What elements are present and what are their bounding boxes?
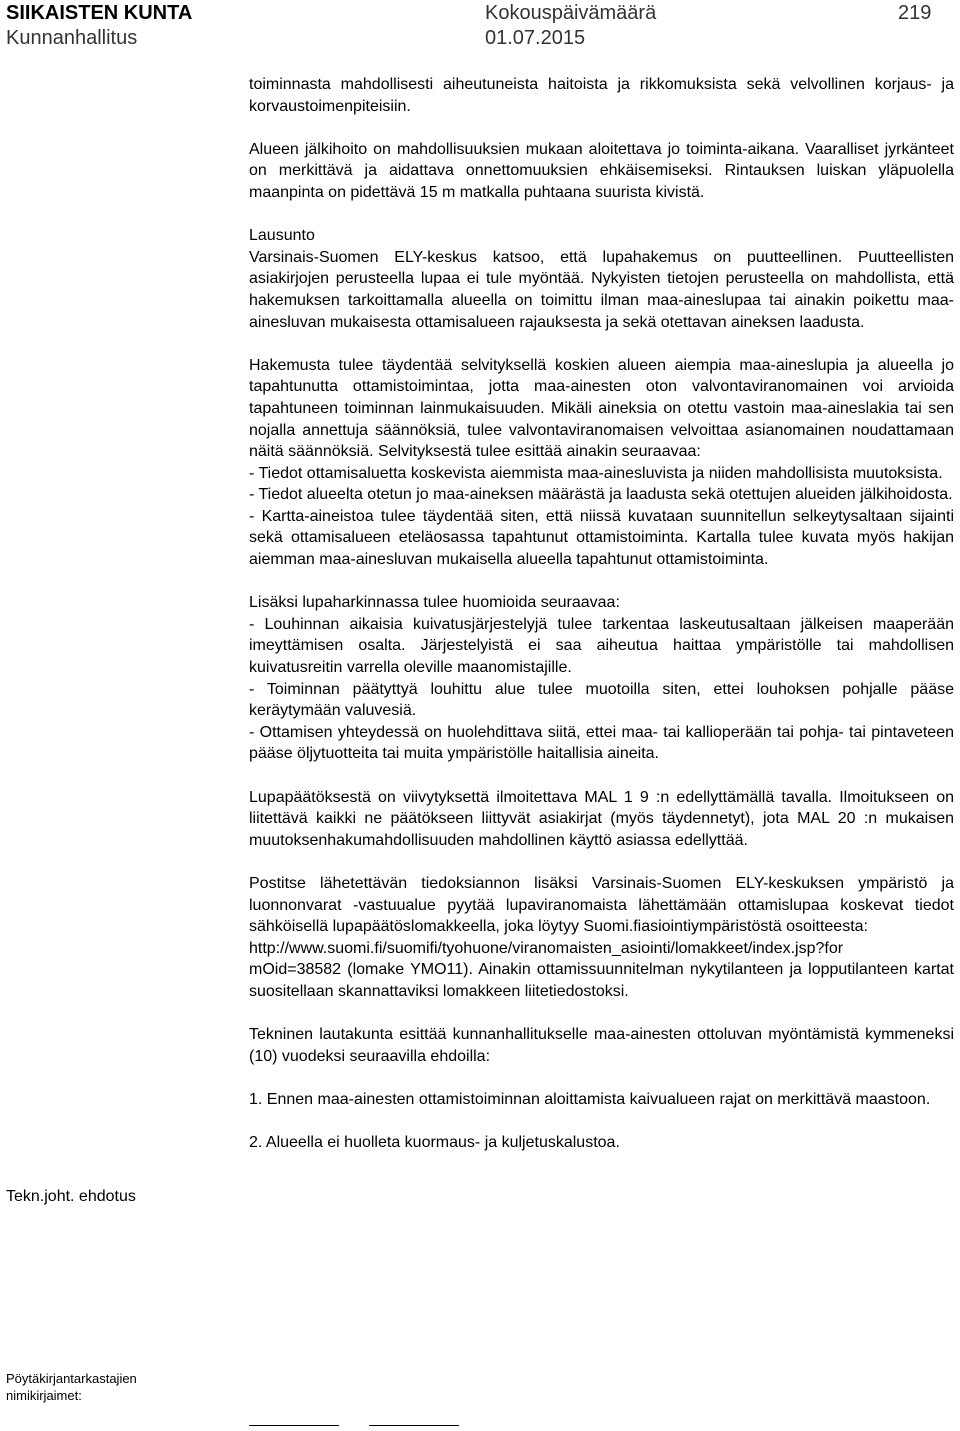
considerations-heading: Lisäksi lupaharkinnassa tulee huomioida seuraavaa: (249, 594, 620, 612)
paragraph-form-continuation: mOid=38582 (lomake YMO11). Ainakin ottamissuunnitelman nykytilanteen ja lopputilanteen kartat suositellaan skannattaviksi lomakkeen liitetiedostoksi. (249, 961, 954, 1000)
form-url: http://www.suomi.fi/suomifi/tyohuone/viranomaisten_asiointi/lomakkeet/index.jsp?for (249, 939, 844, 957)
signature-line (249, 1425, 339, 1426)
document-body (249, 74, 954, 1154)
requirement-item: - Tiedot ottamisaluetta koskevista aiemmista maa-ainesluvista ja niiden mahdollisista muutoksista. (249, 464, 943, 482)
paragraph-electronic-form: Postitse lähetettävän tiedoksiannon lisäksi Varsinais-Suomen ELY-keskuksen ympäristö ja luonnonvarat -vastuualue pyytää lupaviranomaista lähettämään ottamislupaa koskevat tiedot sähköisellä lupapäätöslomakkeella, joka löytyy Suomi.fiasiointiympäristöstä osoitteesta: (249, 874, 954, 936)
organization-name: SIIKAISTEN KUNTA (6, 2, 193, 24)
considerations-section (249, 592, 954, 765)
condition-item: 2. Alueella ei huolleta kuormaus- ja kuljetuskalustoa. (249, 1134, 620, 1152)
consideration-item: - Ottamisen yhteydessä on huolehdittava siitä, ettei maa- tai kallioperään tai pohja- tai pintaveteen pääse öljytuotteita tai muita ympäristölle haitallisia aineita. (249, 723, 954, 763)
paragraph-supplement: Hakemusta tulee täydentää selvityksellä koskien alueen aiempia maa-aineslupia ja alueella jo tapahtunutta ottamistoimintaa, jotta maa-ainesten oton valvontaviranomainen voi arvioida tapahtuneen toiminnan lainmukaisuuden. Mikäli aineksia on otettu vastoin maa-aineslakia tai sen nojalla annettuja säännöksiä, tulee valvontaviranomaisen velvoittaa asianomainen noudattamaan näitä säännöksiä. Selvityksestä tulee esittää ainakin seuraavaa: (249, 356, 954, 461)
signature-line (369, 1425, 459, 1426)
footer-line-1: Pöytäkirjantarkastajien (6, 1371, 137, 1386)
meeting-date-label: Kokouspäivämäärä (485, 2, 657, 24)
condition-item: 1. Ennen maa-ainesten ottamistoiminnan aloittamista kaivualueen rajat on merkittävä maastoon. (249, 1090, 931, 1108)
paragraph-notification: Lupapäätöksestä on viivytyksettä ilmoitettava MAL 1 9 :n edellyttämällä tavalla. Ilmoitukseen on liitettävä kaikki ne päätökseen liittyvät asiakirjat (myös täydennetyt), jota MAL 20 :n mukaisen muutoksenhakumahdollisuuden mahdollinen käyttö asiassa edellyttää. (249, 788, 954, 849)
consideration-item: - Louhinnan aikaisia kuivatusjärjestelyjä tulee tarkentaa laskeutusaltaan jälkeisen maaperään imeyttämisen osalta. Järjestelyistä ei saa aiheutua haittaa ympäristölle tai mahdollisen kuivatusreitin varrella oleville maanomistajille. (249, 615, 954, 677)
paragraph-aftercare: Alueen jälkihoito on mahdollisuuksien mukaan aloitettava jo toiminta-aikana. Vaaralliset jyrkänteet on merkittävä ja aidattava onnettomuuksien ehkäisemiseksi. Rintauksen luiskan yläpuolella maanpinta on pidettävä 15 m matkalla puhtaana suurista kivistä. (249, 140, 954, 201)
paragraph-damages: toiminnasta mahdollisesti aiheutuneista haitoista ja rikkomuksista sekä velvollinen korjaus- ja korvaustoimenpiteisiin. (249, 76, 954, 115)
footer-line-2: nimikirjaimet: (6, 1388, 82, 1403)
requirements-section (249, 355, 954, 571)
statement-heading: Lausunto (249, 227, 315, 245)
requirement-item: - Tiedot alueelta otetun jo maa-aineksen määrästä ja laadusta sekä otettujen alueiden jälkihoidosta. (249, 486, 953, 504)
footer-initials-label (6, 1370, 137, 1404)
paragraph-ely-statement: Varsinais-Suomen ELY-keskus katsoo, että lupahakemus on puutteellinen. Puutteellisten asiakirjojen perusteella lupaa ei tule myöntää. Nykyisten tietojen perusteella on mahdollista, että hakemuksen tarkoittamalla alueella on toimittu ilman maa-aineslupaa tai ainakin poikettu maa-ainesluvan mukaisesta ottamisalueen rajauksesta ja sekä otettavan aineksen laadusta. (249, 248, 954, 331)
meeting-date: 01.07.2015 (485, 27, 586, 49)
department-name: Kunnanhallitus (6, 27, 138, 49)
statement-section (249, 225, 954, 333)
consideration-item: - Toiminnan päätyttyä louhittu alue tulee muotoilla siten, ettei louhoksen pohjalle pääse keräytymään valuvesiä. (249, 680, 954, 720)
paragraph-proposal: Tekninen lautakunta esittää kunnanhallitukselle maa-ainesten ottoluvan myöntämistä kymmeneksi (10) vuodeksi seuraavilla ehdoilla: (249, 1026, 954, 1065)
requirement-item: - Kartta-aineistoa tulee täydentää siten, että niissä kuvataan suunnitellun selkeytysaltaan sijainti sekä ottamisalueen eteläosassa tapahtunut ottamistoiminta. Kartalla tulee kuvata myös hakijan aiemman maa-ainesluvan mukaisella alueella tapahtunut ottamistoiminta. (249, 507, 954, 569)
page-number: 219 (898, 2, 932, 24)
proposal-label: Tekn.joht. ehdotus (6, 1188, 136, 1205)
electronic-submission-section (249, 873, 954, 1003)
